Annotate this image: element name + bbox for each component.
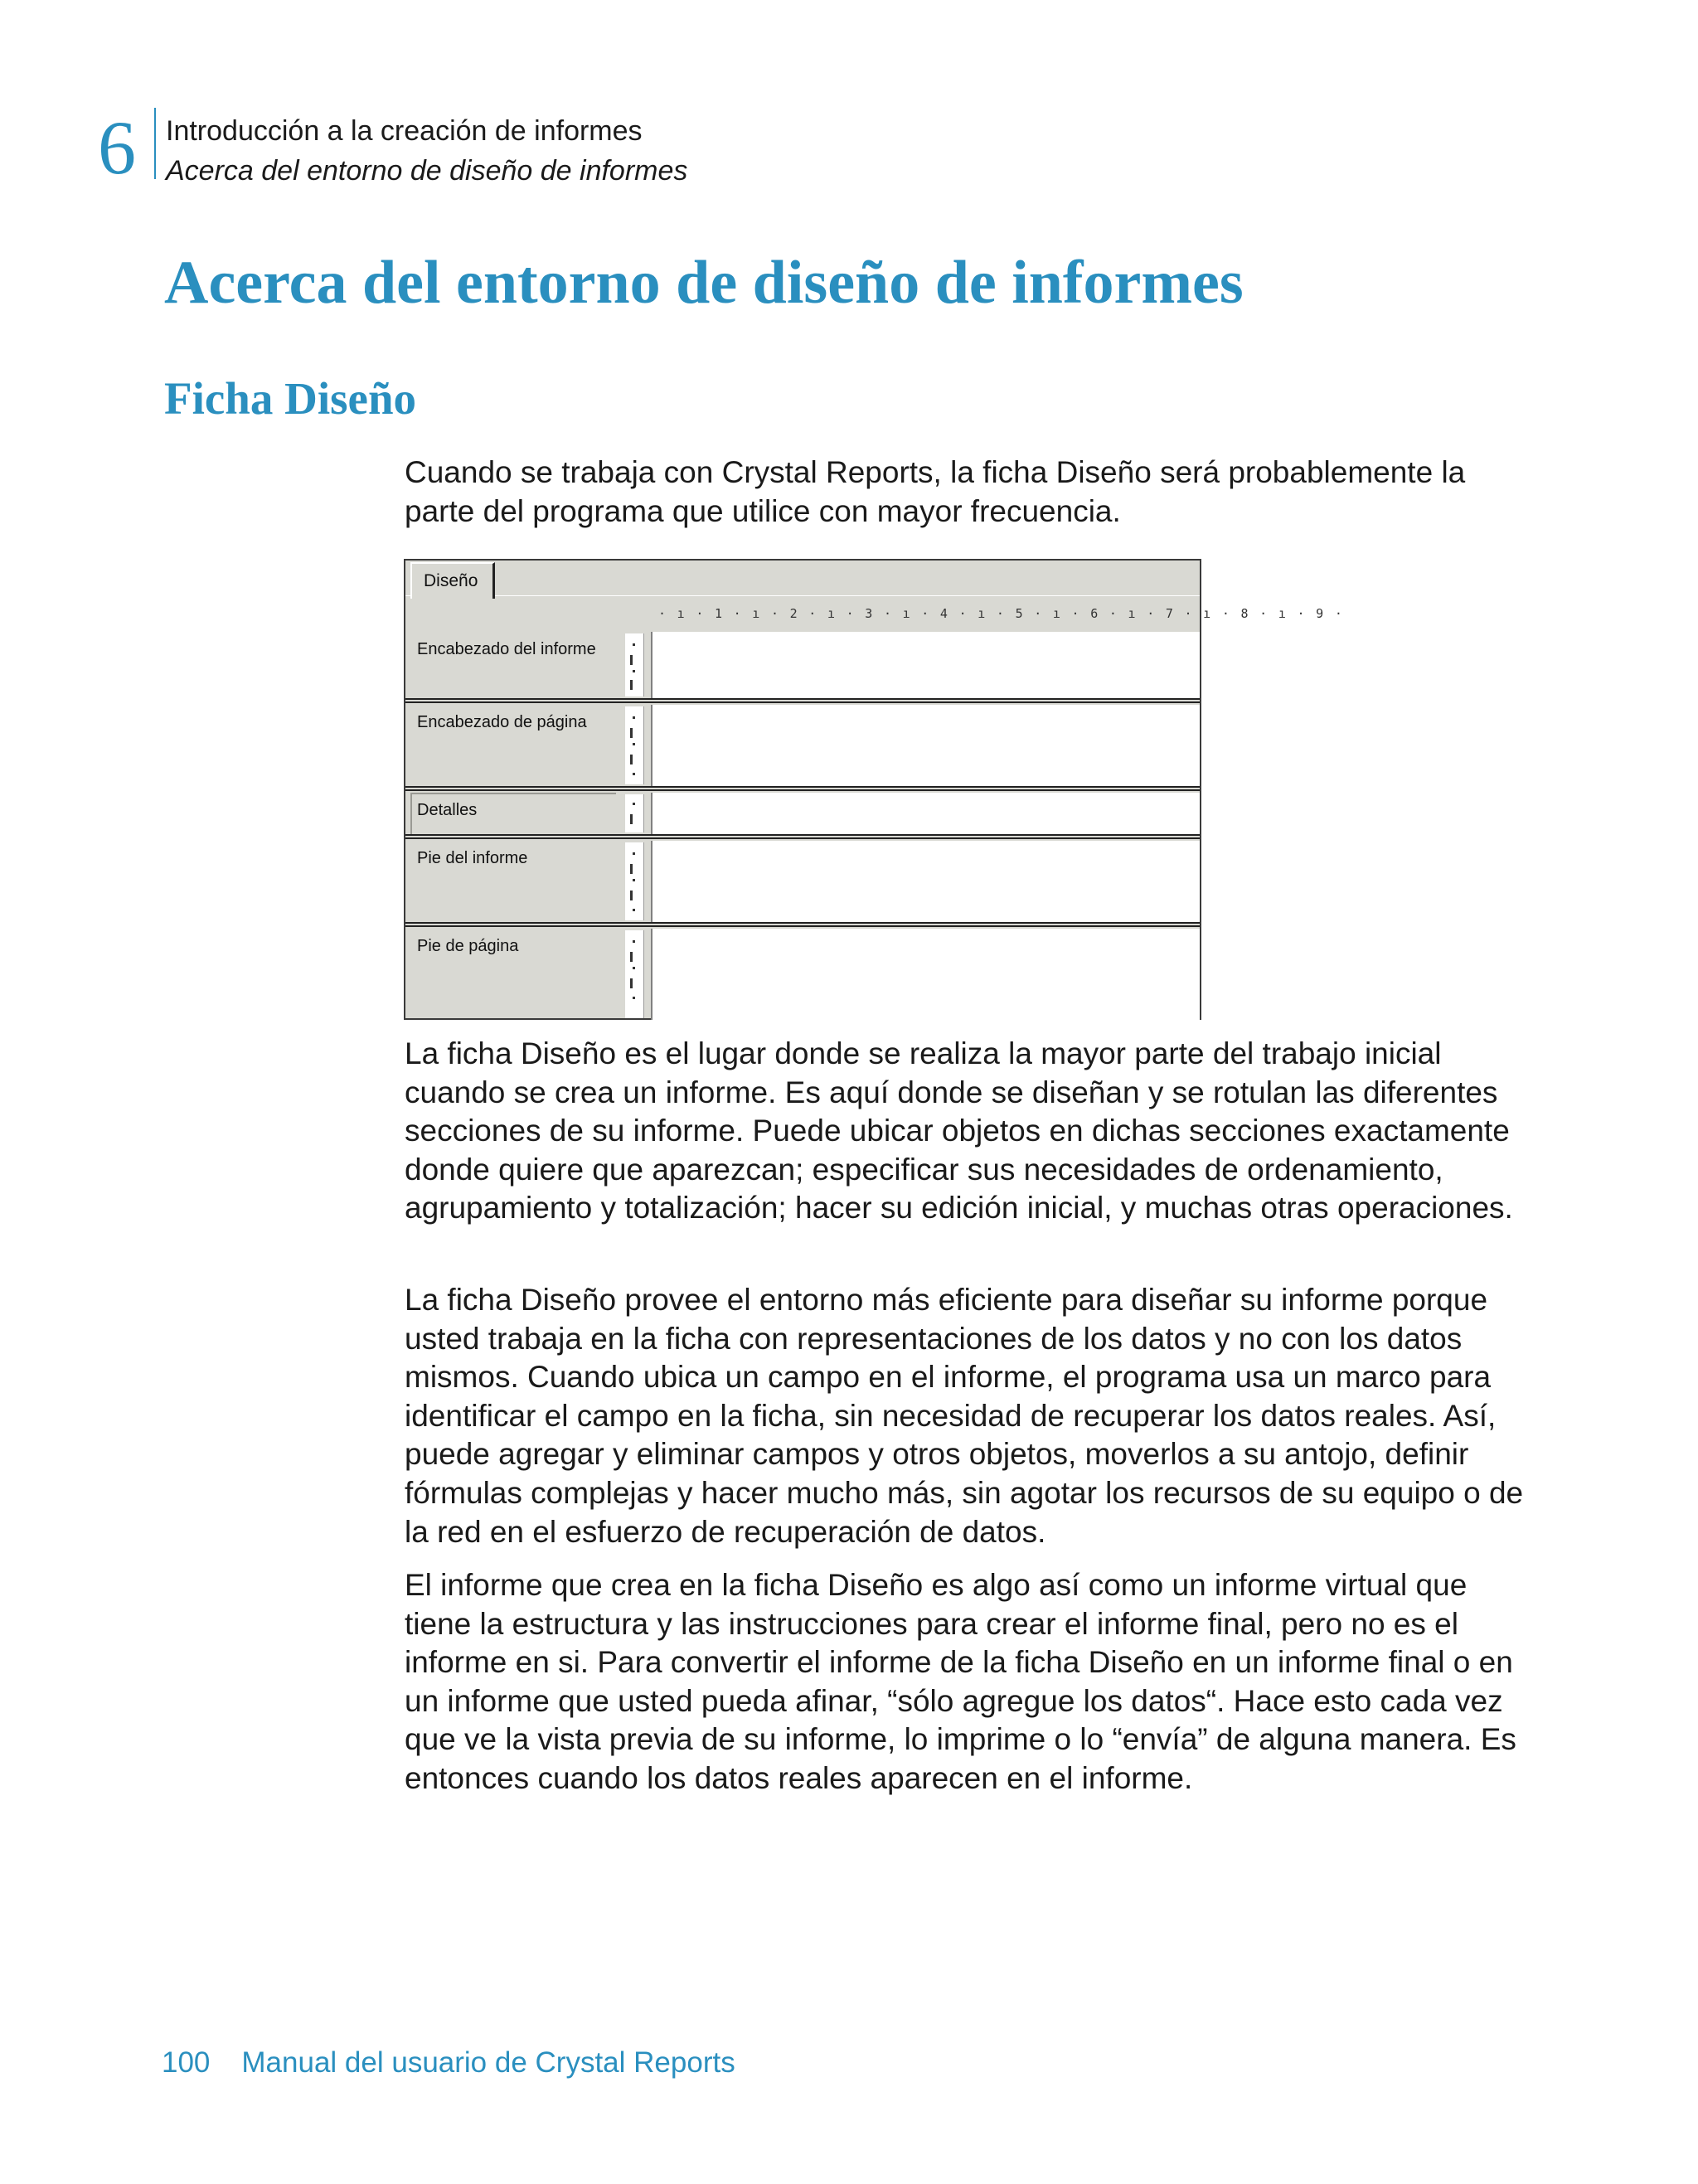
section-canvas[interactable] <box>651 929 1200 1020</box>
section-page-header[interactable] <box>405 705 1200 786</box>
horizontal-ruler: · ı · 1 · ı · 2 · ı · 3 · ı · 4 · ı · 5 · ı · 6 · ı · 7 · ı · 8 · ı · 9 · <box>658 606 1345 621</box>
page-footer <box>162 2046 735 2080</box>
chapter-title: Introducción a la creación de informes <box>166 115 643 147</box>
section-canvas[interactable] <box>651 841 1200 922</box>
tab-strip <box>405 561 1200 596</box>
vertical-ruler <box>625 842 644 920</box>
section-details[interactable] <box>405 793 1200 834</box>
section-label: Encabezado de página <box>417 713 587 731</box>
section-label: Detalles <box>417 801 478 819</box>
page-number: 100 <box>162 2046 211 2079</box>
section-report-footer[interactable] <box>405 841 1200 922</box>
paragraph-efficient-environment: La ficha Diseño provee el entorno más eficiente para diseñar su informe porque usted trabaja en la ficha con representaciones de los datos y no con los datos mismos. Cuando ubica un campo en el informe, el programa usa un marco para identificar el campo en la ficha, sin necesidad de recuperar los datos reales. Así, puede agregar y eliminar campos y otros objetos, moverlos a su antojo, definir fórmulas complejas y hacer mucho más, sin agotar los recursos de su equipo o de la red en el esfuerzo de recuperación de datos. <box>405 1283 1524 1549</box>
header-divider <box>154 108 156 179</box>
section-canvas[interactable] <box>651 793 1200 834</box>
tab-design[interactable]: Diseño <box>410 562 495 599</box>
paragraph-virtual-report: El informe que crea en la ficha Diseño es algo así como un informe virtual que tiene la estructura y las instrucciones para crear el informe final, pero no es el informe en si. Para convertir el informe de la ficha Diseño en un informe final o en un informe que usted pueda afinar, “sólo agregue los datos“. Hace esto cada vez que ve la vista previa de su informe, lo imprime o lo “envía” de alguna manera. Es entonces cuando los datos reales aparecen en el informe. <box>405 1568 1516 1795</box>
section-title: Ficha Diseño <box>164 373 417 424</box>
chapter-number: 6 <box>98 105 136 190</box>
section-label: Pie del informe <box>417 849 528 867</box>
section-page-footer[interactable] <box>405 929 1200 1020</box>
paragraph-intro: Cuando se trabaja con Crystal Reports, la ficha Diseño será probablemente la parte del programa que utilice con mayor frecuencia. <box>405 455 1466 528</box>
section-divider[interactable] <box>405 922 1200 927</box>
page-title: Acerca del entorno de diseño de informes <box>164 249 1244 317</box>
section-divider[interactable] <box>405 786 1200 791</box>
vertical-ruler <box>625 794 644 832</box>
book-title: Manual del usuario de Crystal Reports <box>241 2046 735 2079</box>
vertical-ruler <box>625 706 644 784</box>
section-divider[interactable] <box>405 834 1200 839</box>
section-canvas[interactable] <box>651 705 1200 786</box>
design-tab-screenshot <box>404 559 1345 1020</box>
section-divider[interactable] <box>405 698 1200 703</box>
section-label: Encabezado del informe <box>417 640 596 658</box>
section-report-header[interactable] <box>405 632 1200 698</box>
paragraph-design-tab-overview: La ficha Diseño es el lugar donde se realiza la mayor parte del trabajo inicial cuando se crea un informe. Es aquí donde se diseñan y se rotulan las diferentes secciones de su informe. Puede ubicar objetos en dichas secciones exactamente donde quiere que aparezcan; especificar sus necesidades de ordenamiento, agrupamiento y totalización; hacer su edición inicial, y muchas otras operaciones. <box>405 1036 1513 1225</box>
section-label: Pie de página <box>417 937 519 955</box>
vertical-ruler <box>625 633 644 696</box>
section-canvas[interactable] <box>651 632 1200 698</box>
vertical-ruler <box>625 930 644 1018</box>
section-subtitle: Acerca del entorno de diseño de informes <box>166 155 688 187</box>
running-header <box>166 111 687 191</box>
